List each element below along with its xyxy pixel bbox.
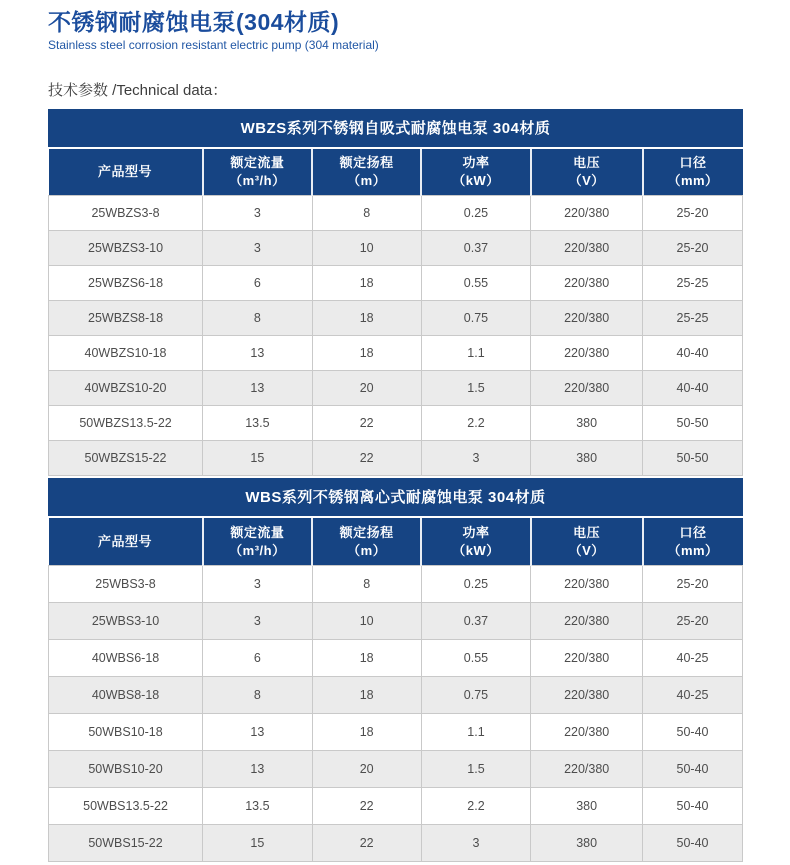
table-row [49,266,743,301]
wbzs-table-section [48,109,743,477]
table-cell: 220/380 [531,713,643,750]
table-cell: 380 [531,824,643,861]
table-cell: 40WBS6-18 [49,639,203,676]
table-cell: 20 [312,371,421,406]
table-row [49,406,743,441]
table-cell: 3 [421,824,531,861]
table-cell: 25WBZS3-10 [49,231,203,266]
table-cell: 380 [531,406,643,441]
table-cell: 3 [203,565,313,602]
table-cell: 8 [203,301,313,336]
table-cell: 25WBZS8-18 [49,301,203,336]
wbs-table-body [49,565,743,861]
table-cell: 8 [312,196,421,231]
table-row [49,787,743,824]
table-cell: 220/380 [531,602,643,639]
table-cell: 0.55 [421,639,531,676]
table-cell: 22 [312,824,421,861]
table-cell: 8 [312,565,421,602]
table-cell: 220/380 [531,676,643,713]
table-cell: 25-25 [643,301,743,336]
table-cell: 220/380 [531,231,643,266]
column-header: 额定扬程 （m） [312,518,421,565]
table-cell: 25WBZS6-18 [49,266,203,301]
table-cell: 3 [203,196,313,231]
table-cell: 22 [312,441,421,476]
table-row [49,824,743,861]
table-cell: 8 [203,676,313,713]
table-cell: 25-20 [643,602,743,639]
table-cell: 220/380 [531,196,643,231]
table-cell: 15 [203,441,313,476]
table-cell: 380 [531,787,643,824]
column-header: 功率 （kW） [421,149,531,196]
table-cell: 0.37 [421,231,531,266]
table-cell: 18 [312,336,421,371]
table-row [49,565,743,602]
table-row [49,196,743,231]
table-cell: 40-25 [643,676,743,713]
table-cell: 1.1 [421,336,531,371]
column-header: 额定流量 （m³/h） [203,518,313,565]
table-cell: 50-40 [643,750,743,787]
table-cell: 25-20 [643,196,743,231]
table-cell: 50WBS10-20 [49,750,203,787]
table-row [49,301,743,336]
wbs-spec-table [48,518,743,862]
table-cell: 40WBS8-18 [49,676,203,713]
table-cell: 10 [312,602,421,639]
table-cell: 50WBS10-18 [49,713,203,750]
table-cell: 40-40 [643,371,743,406]
table-cell: 25WBS3-8 [49,565,203,602]
table-cell: 1.1 [421,713,531,750]
table-cell: 40-40 [643,336,743,371]
column-header: 电压 （V） [531,149,643,196]
column-header: 额定流量 （m³/h） [203,149,313,196]
table-cell: 50WBS13.5-22 [49,787,203,824]
table-cell: 22 [312,787,421,824]
wbs-table-header [49,518,743,565]
column-header: 额定扬程 （m） [312,149,421,196]
wbzs-table-title: WBZS系列不锈钢自吸式耐腐蚀电泵 304材质 [48,109,743,149]
table-cell: 15 [203,824,313,861]
table-cell: 18 [312,301,421,336]
technical-data-label: 技术参数 /Technical data： [48,81,228,99]
table-cell: 2.2 [421,406,531,441]
column-header: 功率 （kW） [421,518,531,565]
column-header: 口径 （mm） [643,518,743,565]
table-cell: 220/380 [531,639,643,676]
wbs-table-section [48,478,743,862]
column-header: 产品型号 [49,149,203,196]
wbzs-table-body [49,196,743,476]
wbs-table-title: WBS系列不锈钢离心式耐腐蚀电泵 304材质 [48,478,743,518]
table-cell: 18 [312,266,421,301]
wbzs-spec-table [48,149,743,477]
table-cell: 20 [312,750,421,787]
table-cell: 13.5 [203,787,313,824]
table-cell: 40WBZS10-20 [49,371,203,406]
table-cell: 50-40 [643,787,743,824]
table-cell: 0.37 [421,602,531,639]
table-cell: 6 [203,266,313,301]
table-cell: 220/380 [531,371,643,406]
table-cell: 220/380 [531,301,643,336]
table-cell: 220/380 [531,750,643,787]
table-cell: 25-20 [643,565,743,602]
table-cell: 0.55 [421,266,531,301]
table-cell: 22 [312,406,421,441]
table-cell: 50-50 [643,441,743,476]
table-row [49,713,743,750]
table-cell: 13 [203,336,313,371]
table-cell: 13 [203,371,313,406]
table-cell: 0.25 [421,196,531,231]
wbzs-table-header [49,149,743,196]
table-cell: 25WBS3-10 [49,602,203,639]
table-cell: 25WBZS3-8 [49,196,203,231]
table-row [49,371,743,406]
table-cell: 220/380 [531,336,643,371]
table-cell: 10 [312,231,421,266]
table-cell: 50-40 [643,824,743,861]
column-header: 口径 （mm） [643,149,743,196]
table-cell: 50-50 [643,406,743,441]
table-row [49,750,743,787]
table-cell: 380 [531,441,643,476]
table-cell: 13 [203,713,313,750]
table-row [49,639,743,676]
table-row [49,441,743,476]
table-cell: 13 [203,750,313,787]
table-cell: 1.5 [421,750,531,787]
table-cell: 18 [312,676,421,713]
page-subtitle: Stainless steel corrosion resistant electric pump (304 material) [48,37,379,52]
table-cell: 220/380 [531,565,643,602]
table-row [49,676,743,713]
table-cell: 25-25 [643,266,743,301]
table-cell: 50-40 [643,713,743,750]
column-header: 产品型号 [49,518,203,565]
table-cell: 3 [203,602,313,639]
header-row [49,149,743,196]
column-header: 电压 （V） [531,518,643,565]
table-cell: 13.5 [203,406,313,441]
table-cell: 1.5 [421,371,531,406]
table-cell: 0.25 [421,565,531,602]
table-cell: 50WBS15-22 [49,824,203,861]
table-cell: 18 [312,713,421,750]
table-cell: 0.75 [421,301,531,336]
table-cell: 40WBZS10-18 [49,336,203,371]
table-cell: 18 [312,639,421,676]
header-row [49,518,743,565]
table-cell: 6 [203,639,313,676]
table-cell: 50WBZS15-22 [49,441,203,476]
table-cell: 2.2 [421,787,531,824]
table-row [49,231,743,266]
table-cell: 3 [421,441,531,476]
table-cell: 25-20 [643,231,743,266]
page-title: 不锈钢耐腐蚀电泵(304材质) [48,9,340,35]
table-cell: 50WBZS13.5-22 [49,406,203,441]
table-cell: 3 [203,231,313,266]
table-cell: 0.75 [421,676,531,713]
table-row [49,336,743,371]
table-cell: 220/380 [531,266,643,301]
table-row [49,602,743,639]
table-cell: 40-25 [643,639,743,676]
